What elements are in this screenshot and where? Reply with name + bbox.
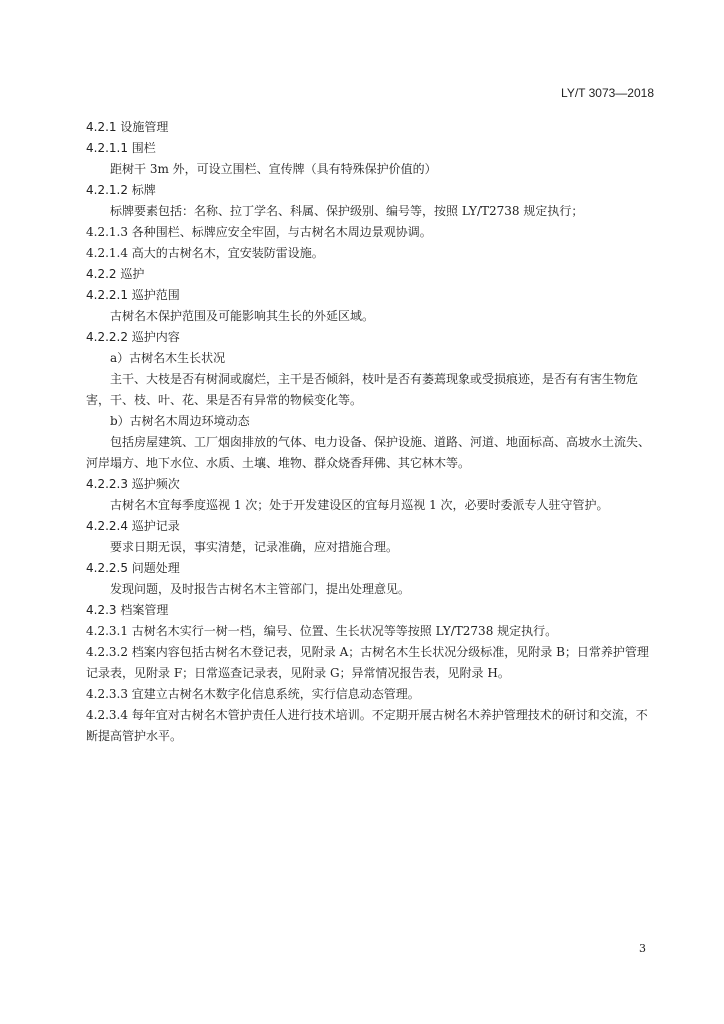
paragraph-text: a）古树名木生长状况 — [110, 351, 226, 365]
paragraph-text: 古树名木宜每季度巡视 1 次；处于开发建设区的宜每月巡视 1 次，必要时委派专人驻守管护。 — [110, 498, 609, 512]
section-heading: 4.2.2.5 问题处理 — [86, 561, 180, 575]
clause-text: 4.2.3.4 每年宜对古树名木管护责任人进行技术培训。不定期开展古树名木养护管理技术的研讨和交流，不断提高管护水平。 — [86, 708, 648, 743]
section-heading: 4.2.2 巡护 — [86, 267, 145, 281]
section-heading: 4.2.1.1 围栏 — [86, 141, 156, 155]
section-heading: 4.2.2.1 巡护范围 — [86, 288, 180, 302]
section-heading: 4.2.1 设施管理 — [86, 120, 169, 134]
standard-code: LY/T 3073—2018 — [561, 86, 654, 100]
clause-text: 4.2.1.4 高大的古树名木，宜安装防雷设施。 — [86, 246, 324, 260]
section-heading: 4.2.2.4 巡护记录 — [86, 519, 180, 533]
paragraph-text: 主干、大枝是否有树洞或腐烂，主干是否倾斜，枝叶是否有萎蔫现象或受损痕迹，是否有有害生物危害，干、枝、叶、花、果是否有异常的物候变化等。 — [86, 372, 639, 407]
section-heading: 4.2.2.3 巡护频次 — [86, 477, 180, 491]
document-body — [86, 117, 658, 747]
section-heading: 4.2.2.2 巡护内容 — [86, 330, 180, 344]
paragraph-text: b）古树名木周边环境动态 — [110, 414, 250, 428]
section-heading: 4.2.3 档案管理 — [86, 603, 169, 617]
clause-text: 4.2.3.2 档案内容包括古树名木登记表，见附录 A；古树名木生长状况分级标准，见附录 B；日常养护管理记录表，见附录 F；日常巡查记录表，见附录 G；异常情况报告表，见附录 H。 — [86, 645, 649, 680]
paragraph-text: 要求日期无误，事实清楚，记录准确，应对措施合理。 — [110, 540, 399, 554]
paragraph-text: 古树名木保护范围及可能影响其生长的外延区域。 — [110, 309, 375, 323]
paragraph-text: 包括房屋建筑、工厂烟囱排放的气体、电力设备、保护设施、道路、河道、地面标高、高坡水土流失、河岸塌方、地下水位、水质、土壤、堆物、群众烧香拜佛、其它林木等。 — [86, 435, 651, 470]
paragraph-text: 发现问题，及时报告古树名木主管部门，提出处理意见。 — [110, 582, 411, 596]
paragraph-text: 标牌要素包括：名称、拉丁学名、科属、保护级别、编号等，按照 LY/T2738 规定执行； — [110, 204, 584, 218]
clause-text: 4.2.1.3 各种围栏、标牌应安全牢固，与古树名木周边景观协调。 — [86, 225, 432, 239]
clause-text: 4.2.3.1 古树名木实行一树一档，编号、位置、生长状况等等按照 LY/T2738 规定执行。 — [86, 624, 558, 638]
section-heading: 4.2.1.2 标牌 — [86, 183, 156, 197]
paragraph-text: 距树干 3m 外，可设立围栏、宣传牌（具有特殊保护价值的） — [110, 162, 437, 176]
page-number: 3 — [639, 942, 646, 955]
clause-text: 4.2.3.3 宜建立古树名木数字化信息系统，实行信息动态管理。 — [86, 687, 420, 701]
